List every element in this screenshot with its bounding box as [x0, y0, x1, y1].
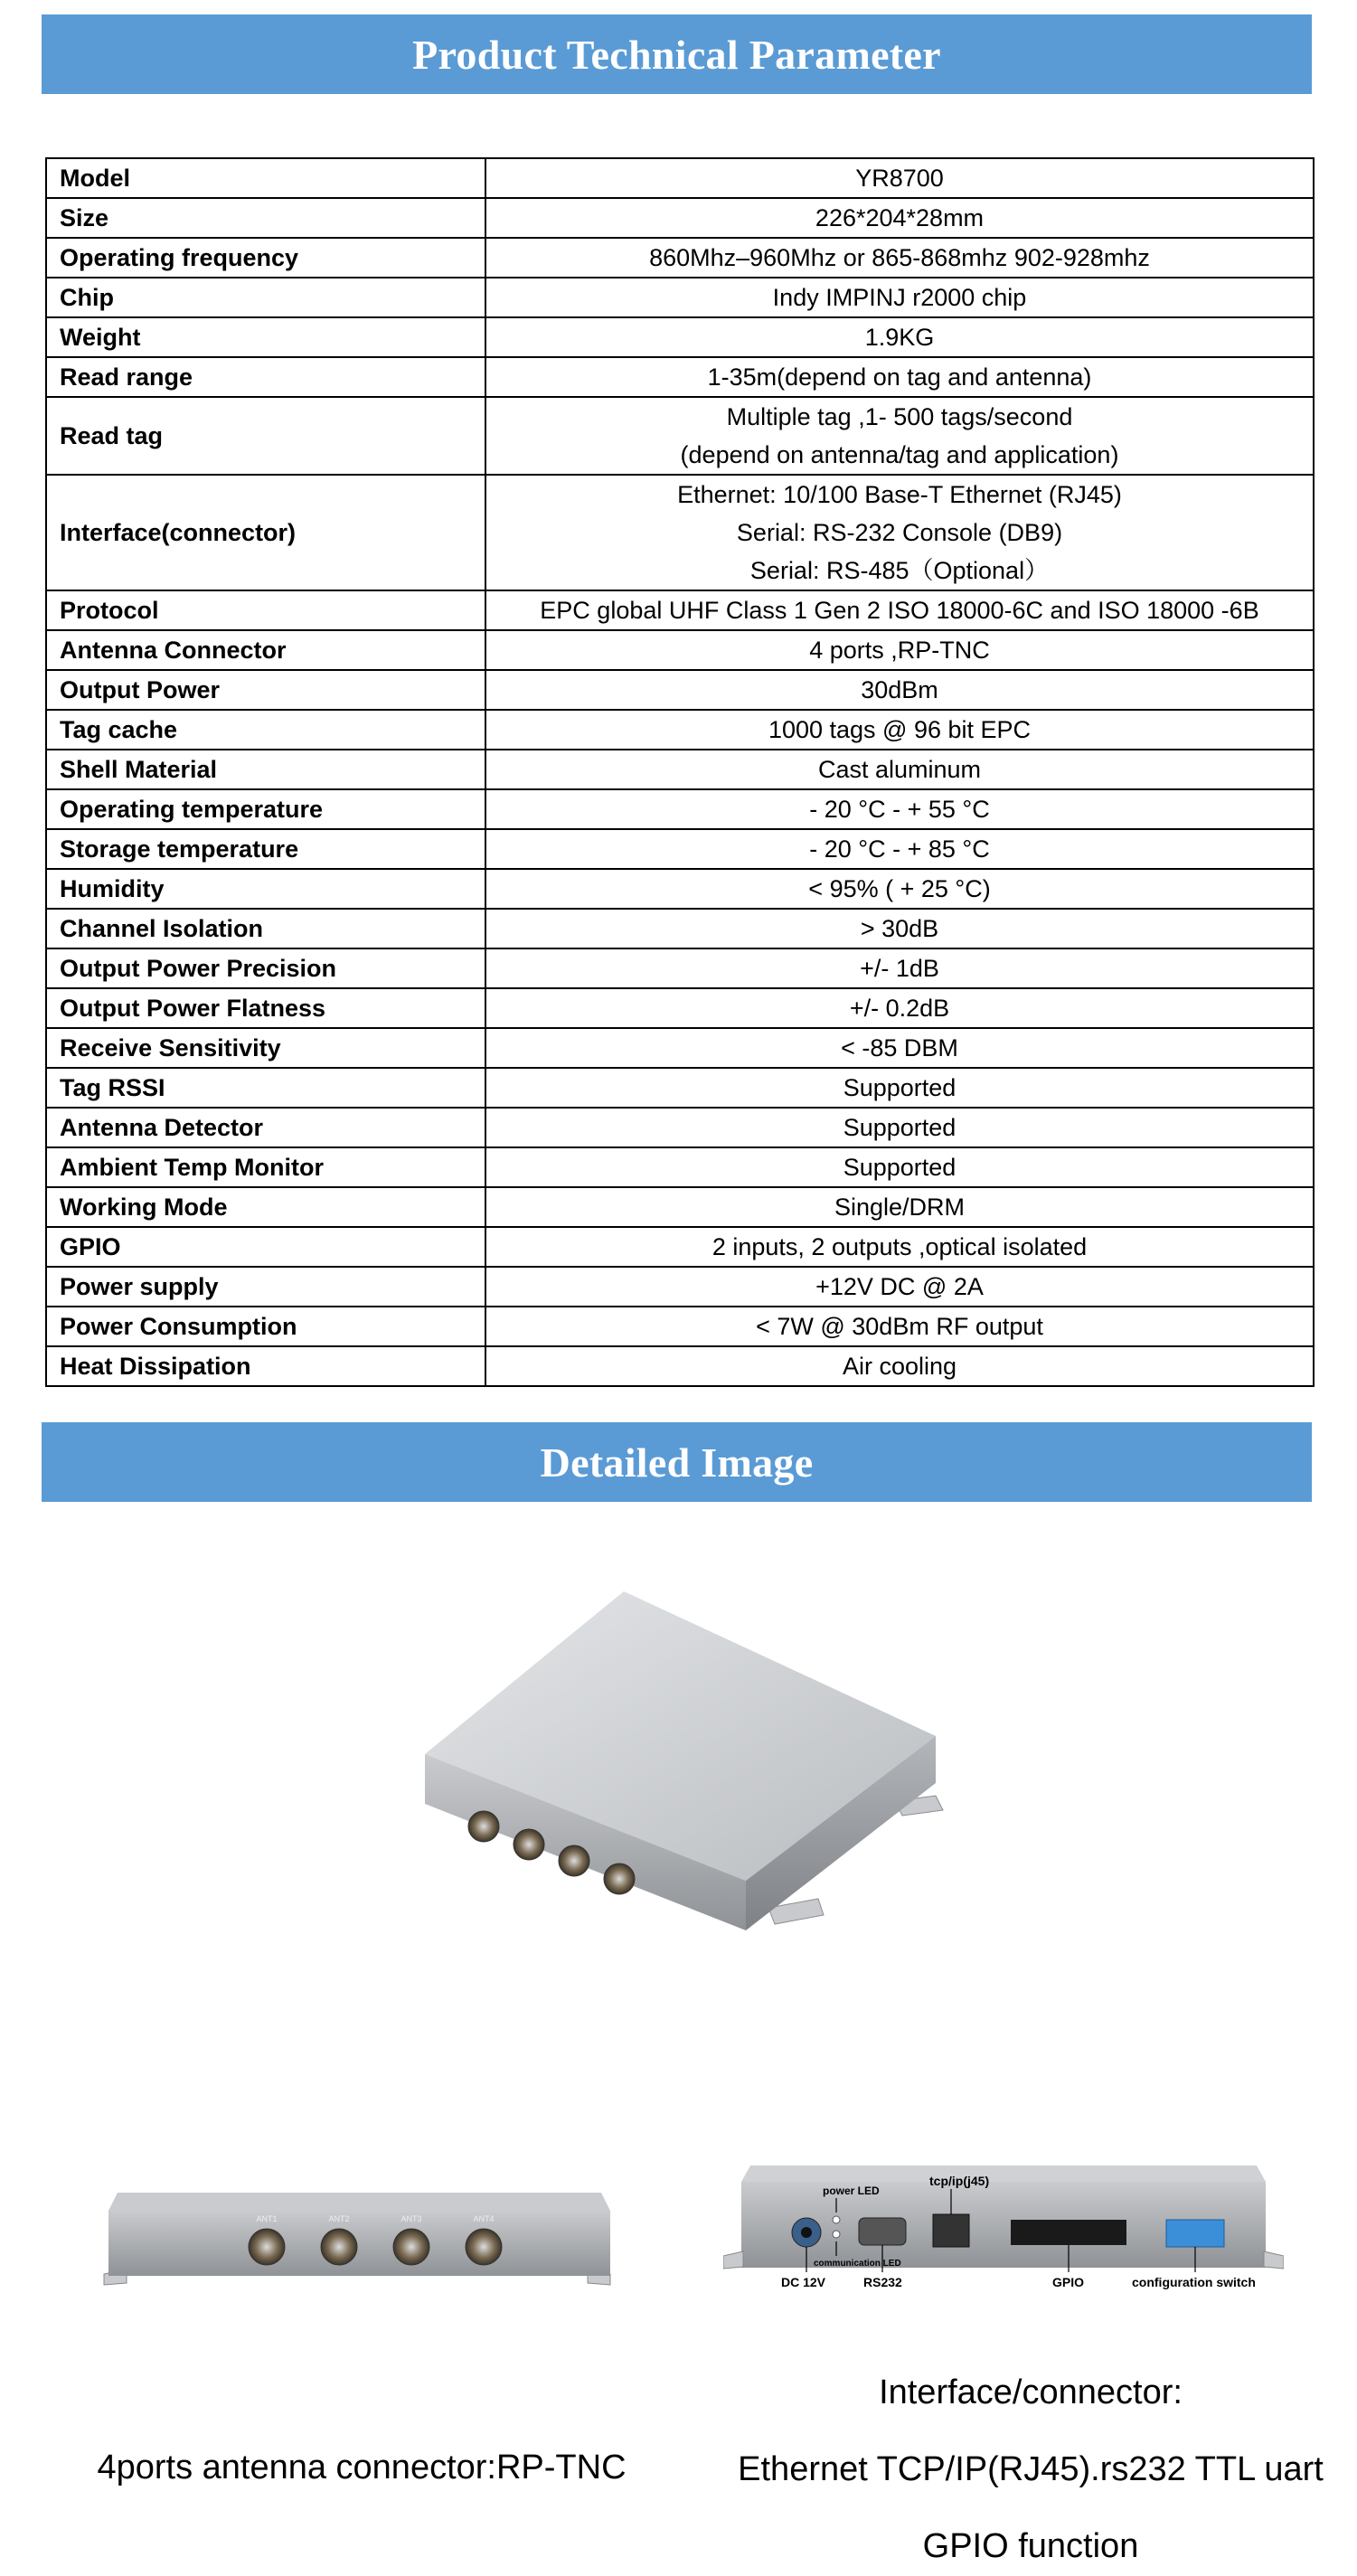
- spec-value: 1000 tags @ 96 bit EPC: [485, 710, 1314, 750]
- spec-value: Supported: [485, 1108, 1314, 1147]
- spec-value: 1-35m(depend on tag and antenna): [485, 357, 1314, 397]
- spec-label: Tag cache: [46, 710, 485, 750]
- spec-value: YR8700: [485, 158, 1314, 198]
- spec-label: Operating frequency: [46, 238, 485, 278]
- spec-value: 226*204*28mm: [485, 198, 1314, 238]
- spec-label: Tag RSSI: [46, 1068, 485, 1108]
- interface-caption-line-1: Interface/connector:: [879, 2373, 1183, 2411]
- spec-label: Weight: [46, 317, 485, 357]
- antenna-port-label: ANT4: [473, 2214, 495, 2223]
- spec-row: [46, 590, 1314, 630]
- spec-row: [46, 789, 1314, 829]
- spec-label: Antenna Detector: [46, 1108, 485, 1147]
- spec-row: [46, 475, 1314, 590]
- spec-row: [46, 397, 1314, 475]
- product-main-image: [357, 1582, 1008, 1980]
- antenna-port-icon: [321, 2229, 357, 2265]
- spec-row: [46, 1346, 1314, 1386]
- antenna-connector-caption: 4ports antenna connector:RP-TNC: [97, 2449, 627, 2486]
- antenna-port-icon: [249, 2229, 285, 2265]
- spec-value: Supported: [485, 1068, 1314, 1108]
- gpio-label: GPIO: [1052, 2275, 1085, 2289]
- spec-value: Single/DRM: [485, 1187, 1314, 1227]
- spec-value: EPC global UHF Class 1 Gen 2 ISO 18000-6C and ISO 18000 -6B: [485, 590, 1314, 630]
- spec-row: [46, 948, 1314, 988]
- spec-label: Power supply: [46, 1267, 485, 1307]
- spec-label: Channel Isolation: [46, 909, 485, 948]
- antenna-port-label: ANT2: [328, 2214, 350, 2223]
- spec-label: Shell Material: [46, 750, 485, 789]
- spec-row: [46, 1267, 1314, 1307]
- spec-value: 30dBm: [485, 670, 1314, 710]
- spec-row: [46, 1147, 1314, 1187]
- config-switch-label: configuration switch: [1132, 2275, 1256, 2289]
- spec-value: 1.9KG: [485, 317, 1314, 357]
- spec-row: [46, 630, 1314, 670]
- spec-label: Size: [46, 198, 485, 238]
- spec-row: [46, 158, 1314, 198]
- spec-table: [45, 157, 1315, 1387]
- antenna-port-icon: [393, 2229, 429, 2265]
- spec-value: Multiple tag ,1- 500 tags/second (depend on antenna/tag and application): [485, 397, 1314, 475]
- spec-row: [46, 670, 1314, 710]
- spec-row: [46, 869, 1314, 909]
- spec-label: GPIO: [46, 1227, 485, 1267]
- spec-value: - 20 °C - + 55 °C: [485, 789, 1314, 829]
- antenna-port-label: ANT3: [401, 2214, 422, 2223]
- detail-section-title: Detailed Image: [540, 1439, 814, 1486]
- spec-value: < 95% ( + 25 °C): [485, 869, 1314, 909]
- spec-row: [46, 278, 1314, 317]
- spec-row: [46, 909, 1314, 948]
- spec-row: [46, 1028, 1314, 1068]
- spec-row: [46, 829, 1314, 869]
- spec-label: Read tag: [46, 397, 485, 475]
- interface-caption-line-2: Ethernet TCP/IP(RJ45).rs232 TTL uart: [738, 2450, 1324, 2488]
- spec-value: 2 inputs, 2 outputs ,optical isolated: [485, 1227, 1314, 1267]
- spec-value: 4 ports ,RP-TNC: [485, 630, 1314, 670]
- spec-row: [46, 357, 1314, 397]
- spec-value: Indy IMPINJ r2000 chip: [485, 278, 1314, 317]
- spec-value: Air cooling: [485, 1346, 1314, 1386]
- antenna-port-icon: [466, 2229, 502, 2265]
- spec-label: Working Mode: [46, 1187, 485, 1227]
- spec-row: [46, 750, 1314, 789]
- spec-value: Ethernet: 10/100 Base-T Ethernet (RJ45) Serial: RS-232 Console (DB9) Serial: RS-485（Optional）: [485, 475, 1314, 590]
- spec-label: Output Power Flatness: [46, 988, 485, 1028]
- parameter-section-title: Product Technical Parameter: [412, 31, 941, 78]
- spec-row: [46, 1108, 1314, 1147]
- spec-row: [46, 317, 1314, 357]
- spec-value: < -85 DBM: [485, 1028, 1314, 1068]
- tcpip-label: tcp/ip(j45): [929, 2174, 990, 2188]
- spec-label: Read range: [46, 357, 485, 397]
- spec-label: Antenna Connector: [46, 630, 485, 670]
- rs232-label: RS232: [863, 2275, 902, 2289]
- spec-label: Interface(connector): [46, 475, 485, 590]
- detail-section-banner: [42, 1422, 1312, 1502]
- spec-label: Chip: [46, 278, 485, 317]
- parameter-section-banner: [42, 14, 1312, 94]
- spec-label: Model: [46, 158, 485, 198]
- spec-label: Storage temperature: [46, 829, 485, 869]
- spec-row: [46, 198, 1314, 238]
- product-side-image: [86, 2175, 628, 2301]
- spec-value: +/- 0.2dB: [485, 988, 1314, 1028]
- spec-label: Protocol: [46, 590, 485, 630]
- spec-label: Power Consumption: [46, 1307, 485, 1346]
- spec-row: [46, 238, 1314, 278]
- spec-value: Supported: [485, 1147, 1314, 1187]
- spec-row: [46, 988, 1314, 1028]
- spec-value: +/- 1dB: [485, 948, 1314, 988]
- spec-value: +12V DC @ 2A: [485, 1267, 1314, 1307]
- product-interface-image: [723, 2156, 1284, 2310]
- spec-value: - 20 °C - + 85 °C: [485, 829, 1314, 869]
- spec-value: 860Mhz–960Mhz or 865-868mhz 902-928mhz: [485, 238, 1314, 278]
- interface-caption-line-3: GPIO function: [922, 2527, 1139, 2565]
- spec-label: Output Power: [46, 670, 485, 710]
- spec-label: Ambient Temp Monitor: [46, 1147, 485, 1187]
- antenna-port-label: ANT1: [256, 2214, 278, 2223]
- spec-value: < 7W @ 30dBm RF output: [485, 1307, 1314, 1346]
- spec-label: Heat Dissipation: [46, 1346, 485, 1386]
- spec-label: Output Power Precision: [46, 948, 485, 988]
- comm-led-label: communication LED: [814, 2259, 901, 2269]
- spec-row: [46, 1068, 1314, 1108]
- spec-row: [46, 1227, 1314, 1267]
- spec-label: Humidity: [46, 869, 485, 909]
- dc-label: DC 12V: [781, 2275, 826, 2289]
- spec-label: Operating temperature: [46, 789, 485, 829]
- spec-row: [46, 1307, 1314, 1346]
- power-led-label: power LED: [823, 2184, 880, 2197]
- spec-value: > 30dB: [485, 909, 1314, 948]
- spec-label: Receive Sensitivity: [46, 1028, 485, 1068]
- spec-row: [46, 710, 1314, 750]
- spec-value: Cast aluminum: [485, 750, 1314, 789]
- spec-row: [46, 1187, 1314, 1227]
